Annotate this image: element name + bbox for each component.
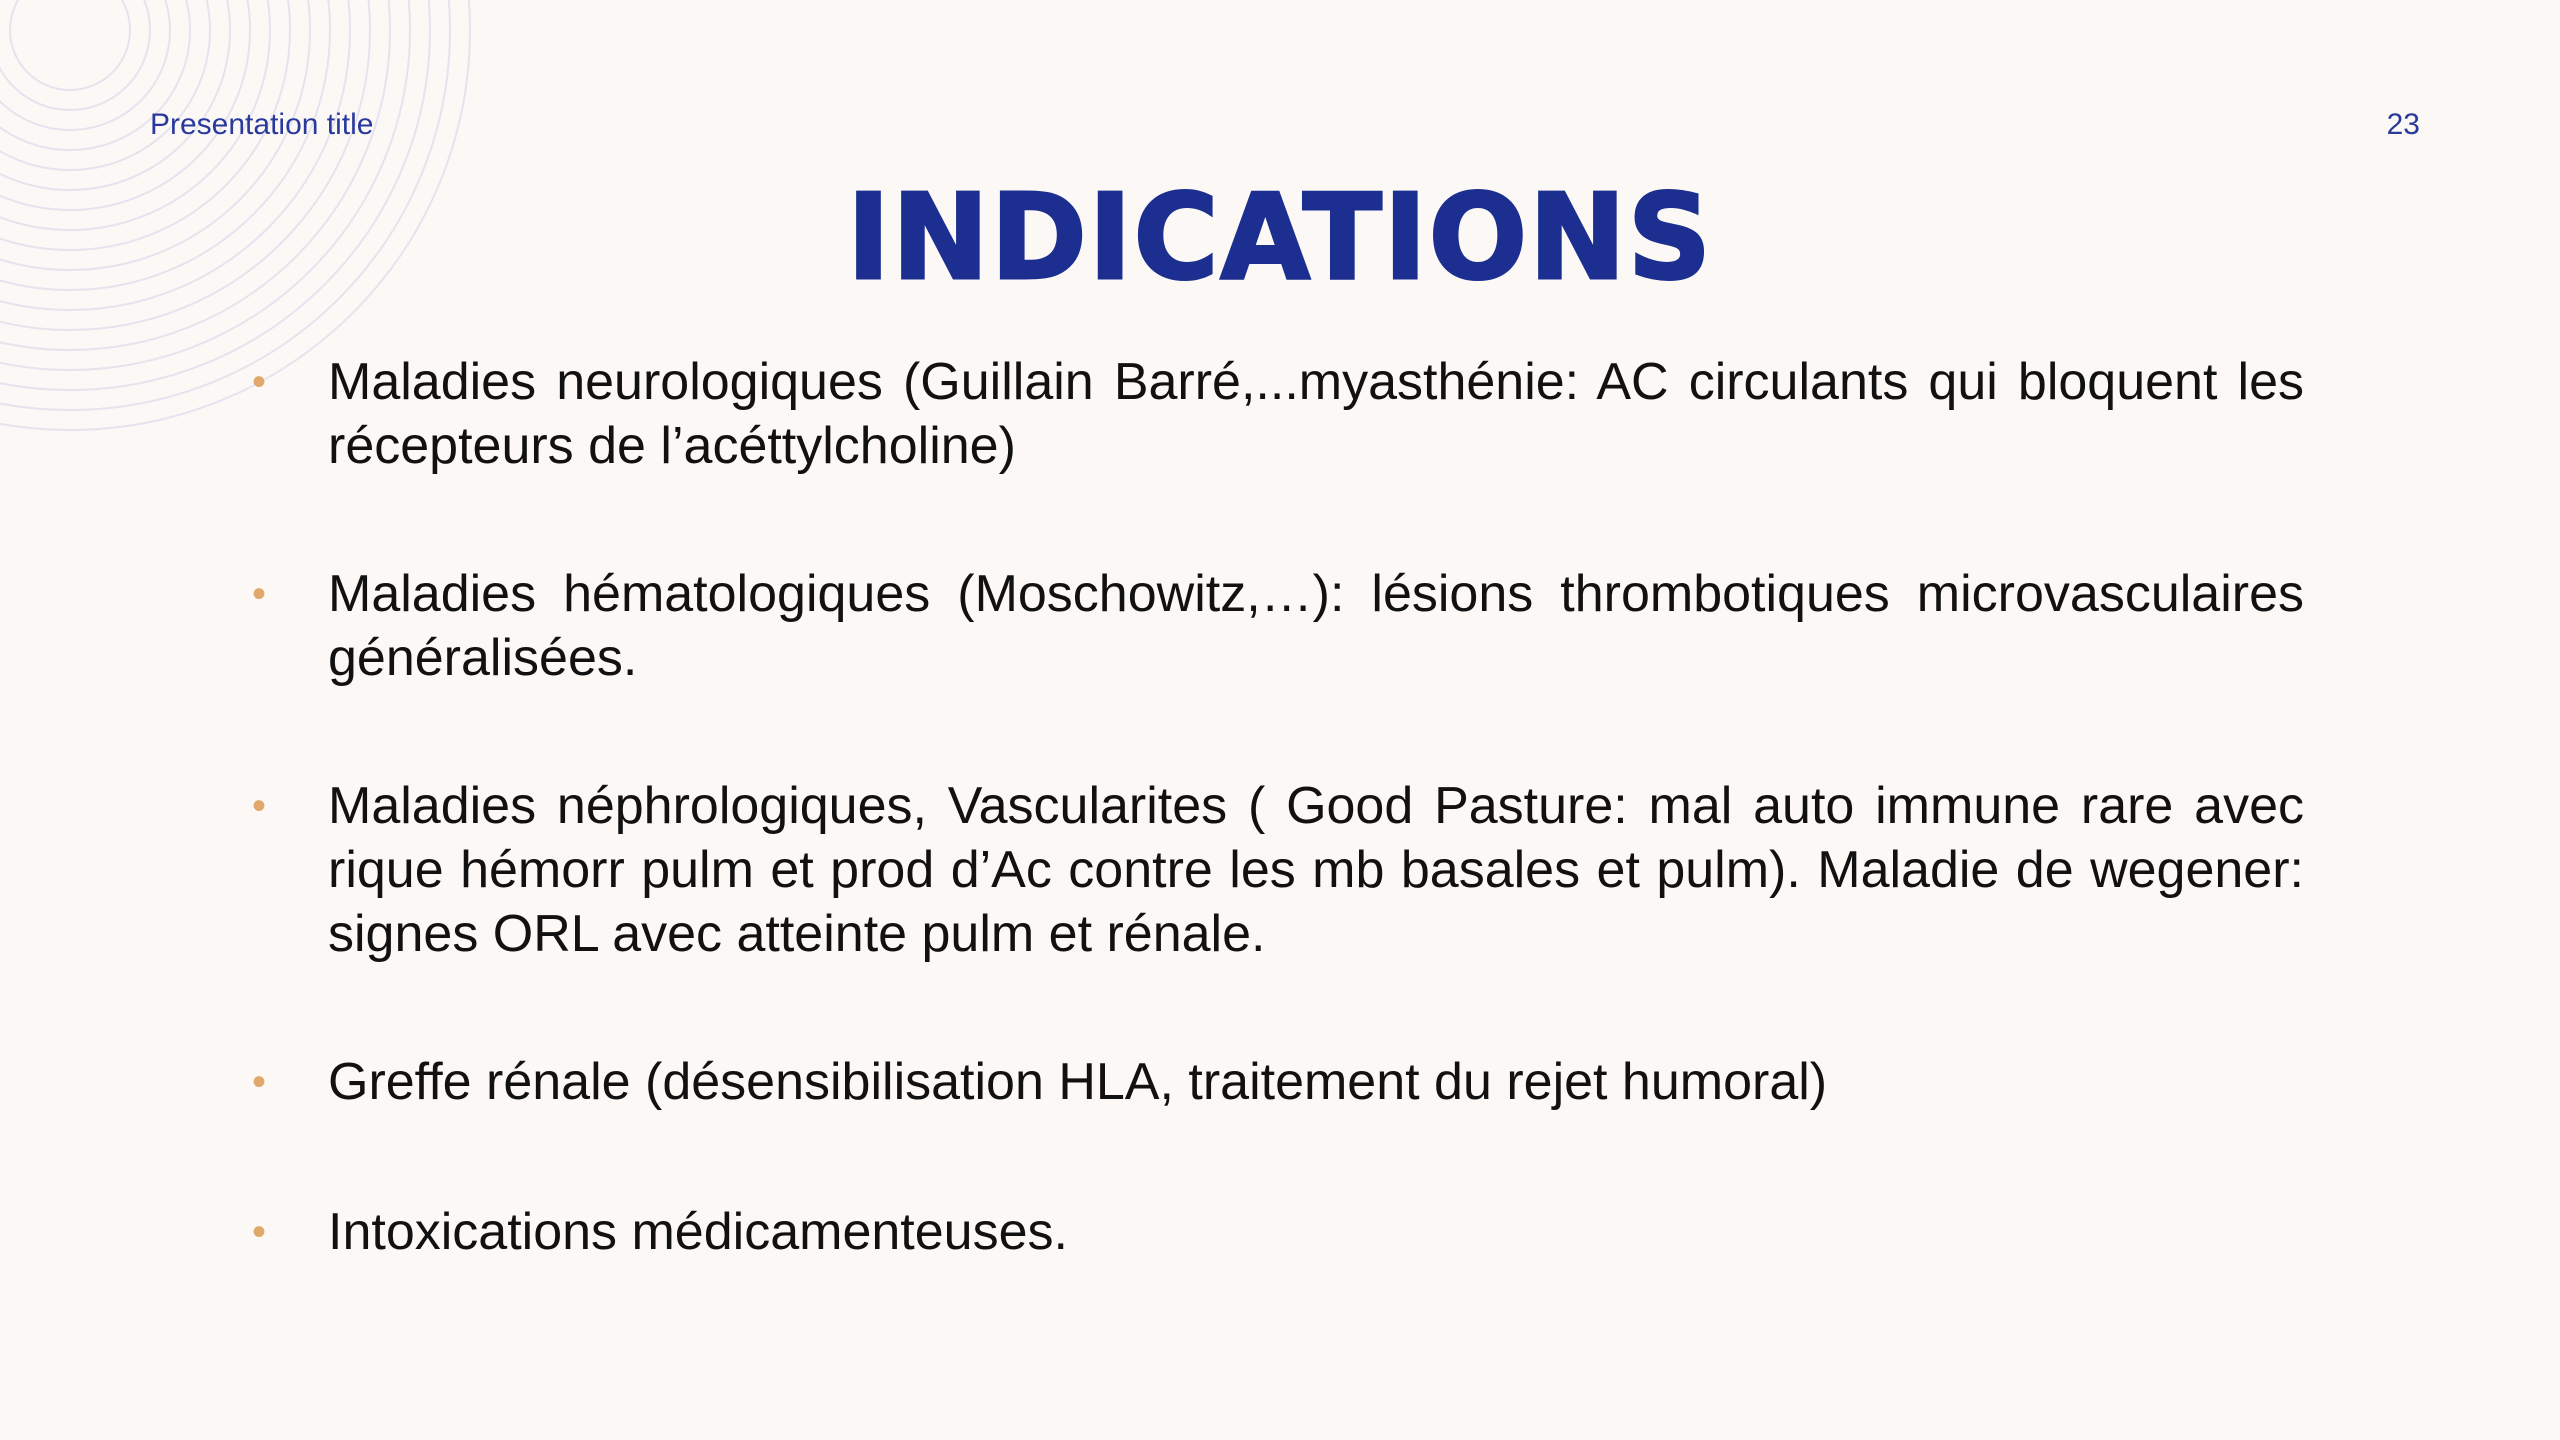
bullet-list <box>252 350 2304 1264</box>
bullet-item-nephrological <box>252 774 2304 966</box>
bullet-dot-icon: • <box>252 360 267 404</box>
bullet-item-neurological <box>252 350 2304 478</box>
presentation-title: Presentation title <box>150 108 374 141</box>
bullet-item-kidney-transplant <box>252 1050 2304 1114</box>
bullet-text: Greffe rénale (désensibilisation HLA, traitement du rejet humoral) <box>328 1053 1828 1111</box>
bullet-dot-icon: • <box>252 572 267 616</box>
bullet-item-drug-intoxication <box>252 1200 2304 1264</box>
slide-title: INDICATIONS <box>846 168 1714 306</box>
bullet-dot-icon: • <box>252 1060 267 1104</box>
bullet-dot-icon: • <box>252 1210 267 1254</box>
bullet-text: Maladies neurologiques (Guillain Barré,...myasthénie: AC circulants qui bloquent les récepteurs de l’acéttylcholine) <box>328 353 2304 475</box>
bullet-item-hematological <box>252 562 2304 690</box>
bullet-text: Intoxications médicamenteuses. <box>328 1203 1068 1261</box>
bullet-text: Maladies hématologiques (Moschowitz,…): lésions thrombotiques microvasculaires généralisées. <box>328 565 2304 687</box>
bullet-dot-icon: • <box>252 784 267 828</box>
page-number: 23 <box>2386 108 2420 141</box>
bullet-text: Maladies néphrologiques, Vascularites ( Good Pasture: mal auto immune rare avec rique hémorr pulm et prod d’Ac contre les mb basales et pulm). Maladie de wegener: signes ORL avec atteinte pulm et rénale. <box>328 777 2304 963</box>
